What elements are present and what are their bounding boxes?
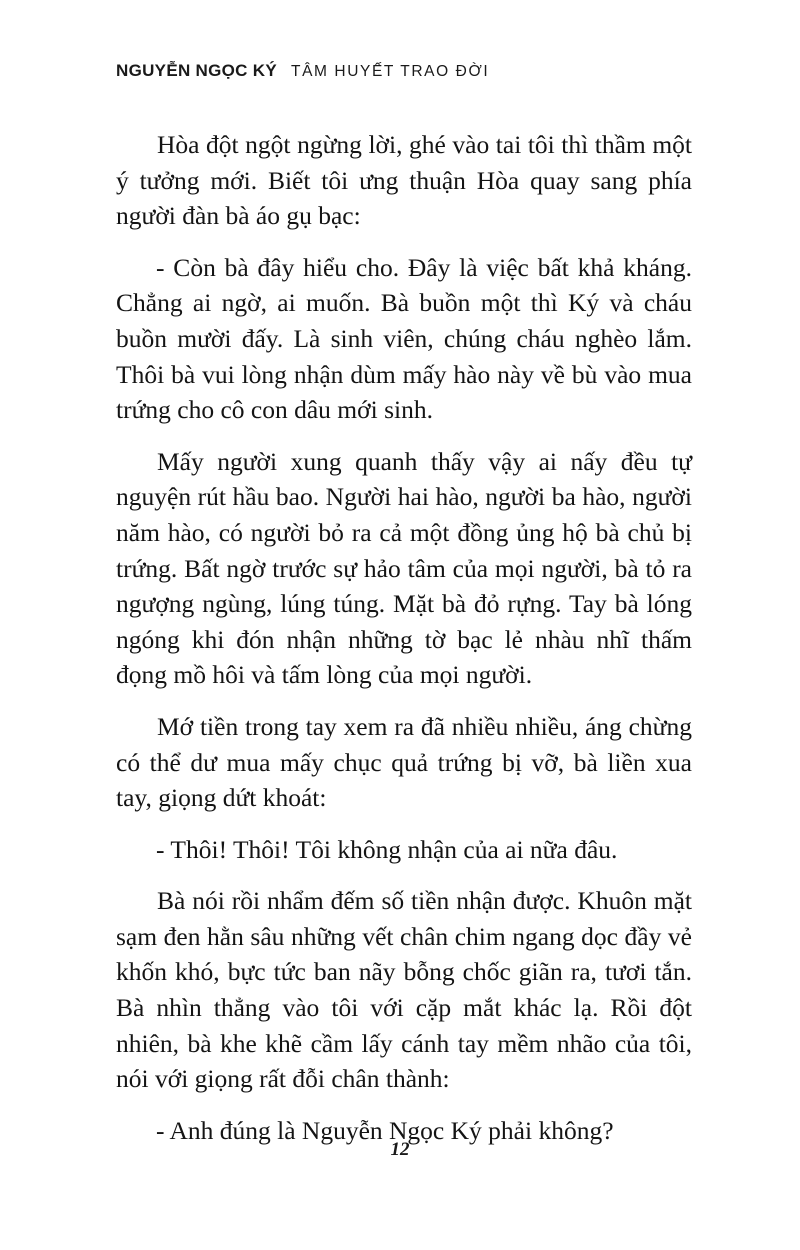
paragraph: Mấy người xung quanh thấy vậy ai nấy đều tự nguyện rút hầu bao. Người hai hào, người ba hào, người năm hào, có người bỏ ra cả một đồng ủng hộ bà chủ bị trứng. Bất ngờ trước sự hảo tâm của mọi người, bà tỏ ra ngượng ngùng, lúng túng. Mặt bà đỏ rựng. Tay bà lóng ngóng khi đón nhận những tờ bạc lẻ nhàu nhĩ thấm đọng mồ hôi và tấm lòng của mọi người. [116, 446, 692, 690]
running-header [116, 61, 489, 81]
paragraph: Hòa đột ngột ngừng lời, ghé vào tai tôi thì thầm một ý tưởng mới. Biết tôi ưng thuận Hòa quay sang phía người đàn bà áo gụ bạc: [116, 130, 692, 231]
paragraph: Bà nói rồi nhẩm đếm số tiền nhận được. Khuôn mặt sạm đen hằn sâu những vết chân chim ngang dọc đầy vẻ khốn khó, bực tức ban nãy bỗng chốc giãn ra, tươi tắn. Bà nhìn thẳng vào tôi với cặp mắt khác lạ. Rồi đột nhiên, bà khe khẽ cầm lấy cánh tay mềm nhão của tôi, nói với giọng rất đỗi chân thành: [116, 886, 692, 1094]
body-text [116, 127, 692, 1164]
dialogue-paragraph: - Còn bà đây hiểu cho. Đây là việc bất khả kháng. Chẳng ai ngờ, ai muốn. Bà buồn một thì Ký và cháu buồn mười đấy. Là sinh viên, chúng cháu nghèo lắm. Thôi bà vui lòng nhận dùm mấy hào này về bù vào mua trứng cho cô con dâu mới sinh. [116, 252, 692, 425]
header-book-title: TÂM HUYẾT TRAO ĐỜI [291, 63, 490, 80]
dialogue-paragraph: - Anh đúng là Nguyễn Ngọc Ký phải không? [156, 1115, 614, 1145]
dialogue-paragraph: - Thôi! Thôi! Tôi không nhận của ai nữa đâu. [156, 834, 618, 864]
header-author: NGUYỄN NGỌC KÝ [116, 61, 277, 80]
paragraph: Mớ tiền trong tay xem ra đã nhiều nhiều, áng chừng có thể dư mua mấy chục quả trứng bị vỡ, bà liền xua tay, giọng dứt khoát: [116, 711, 692, 813]
page-number: 12 [390, 1139, 410, 1160]
